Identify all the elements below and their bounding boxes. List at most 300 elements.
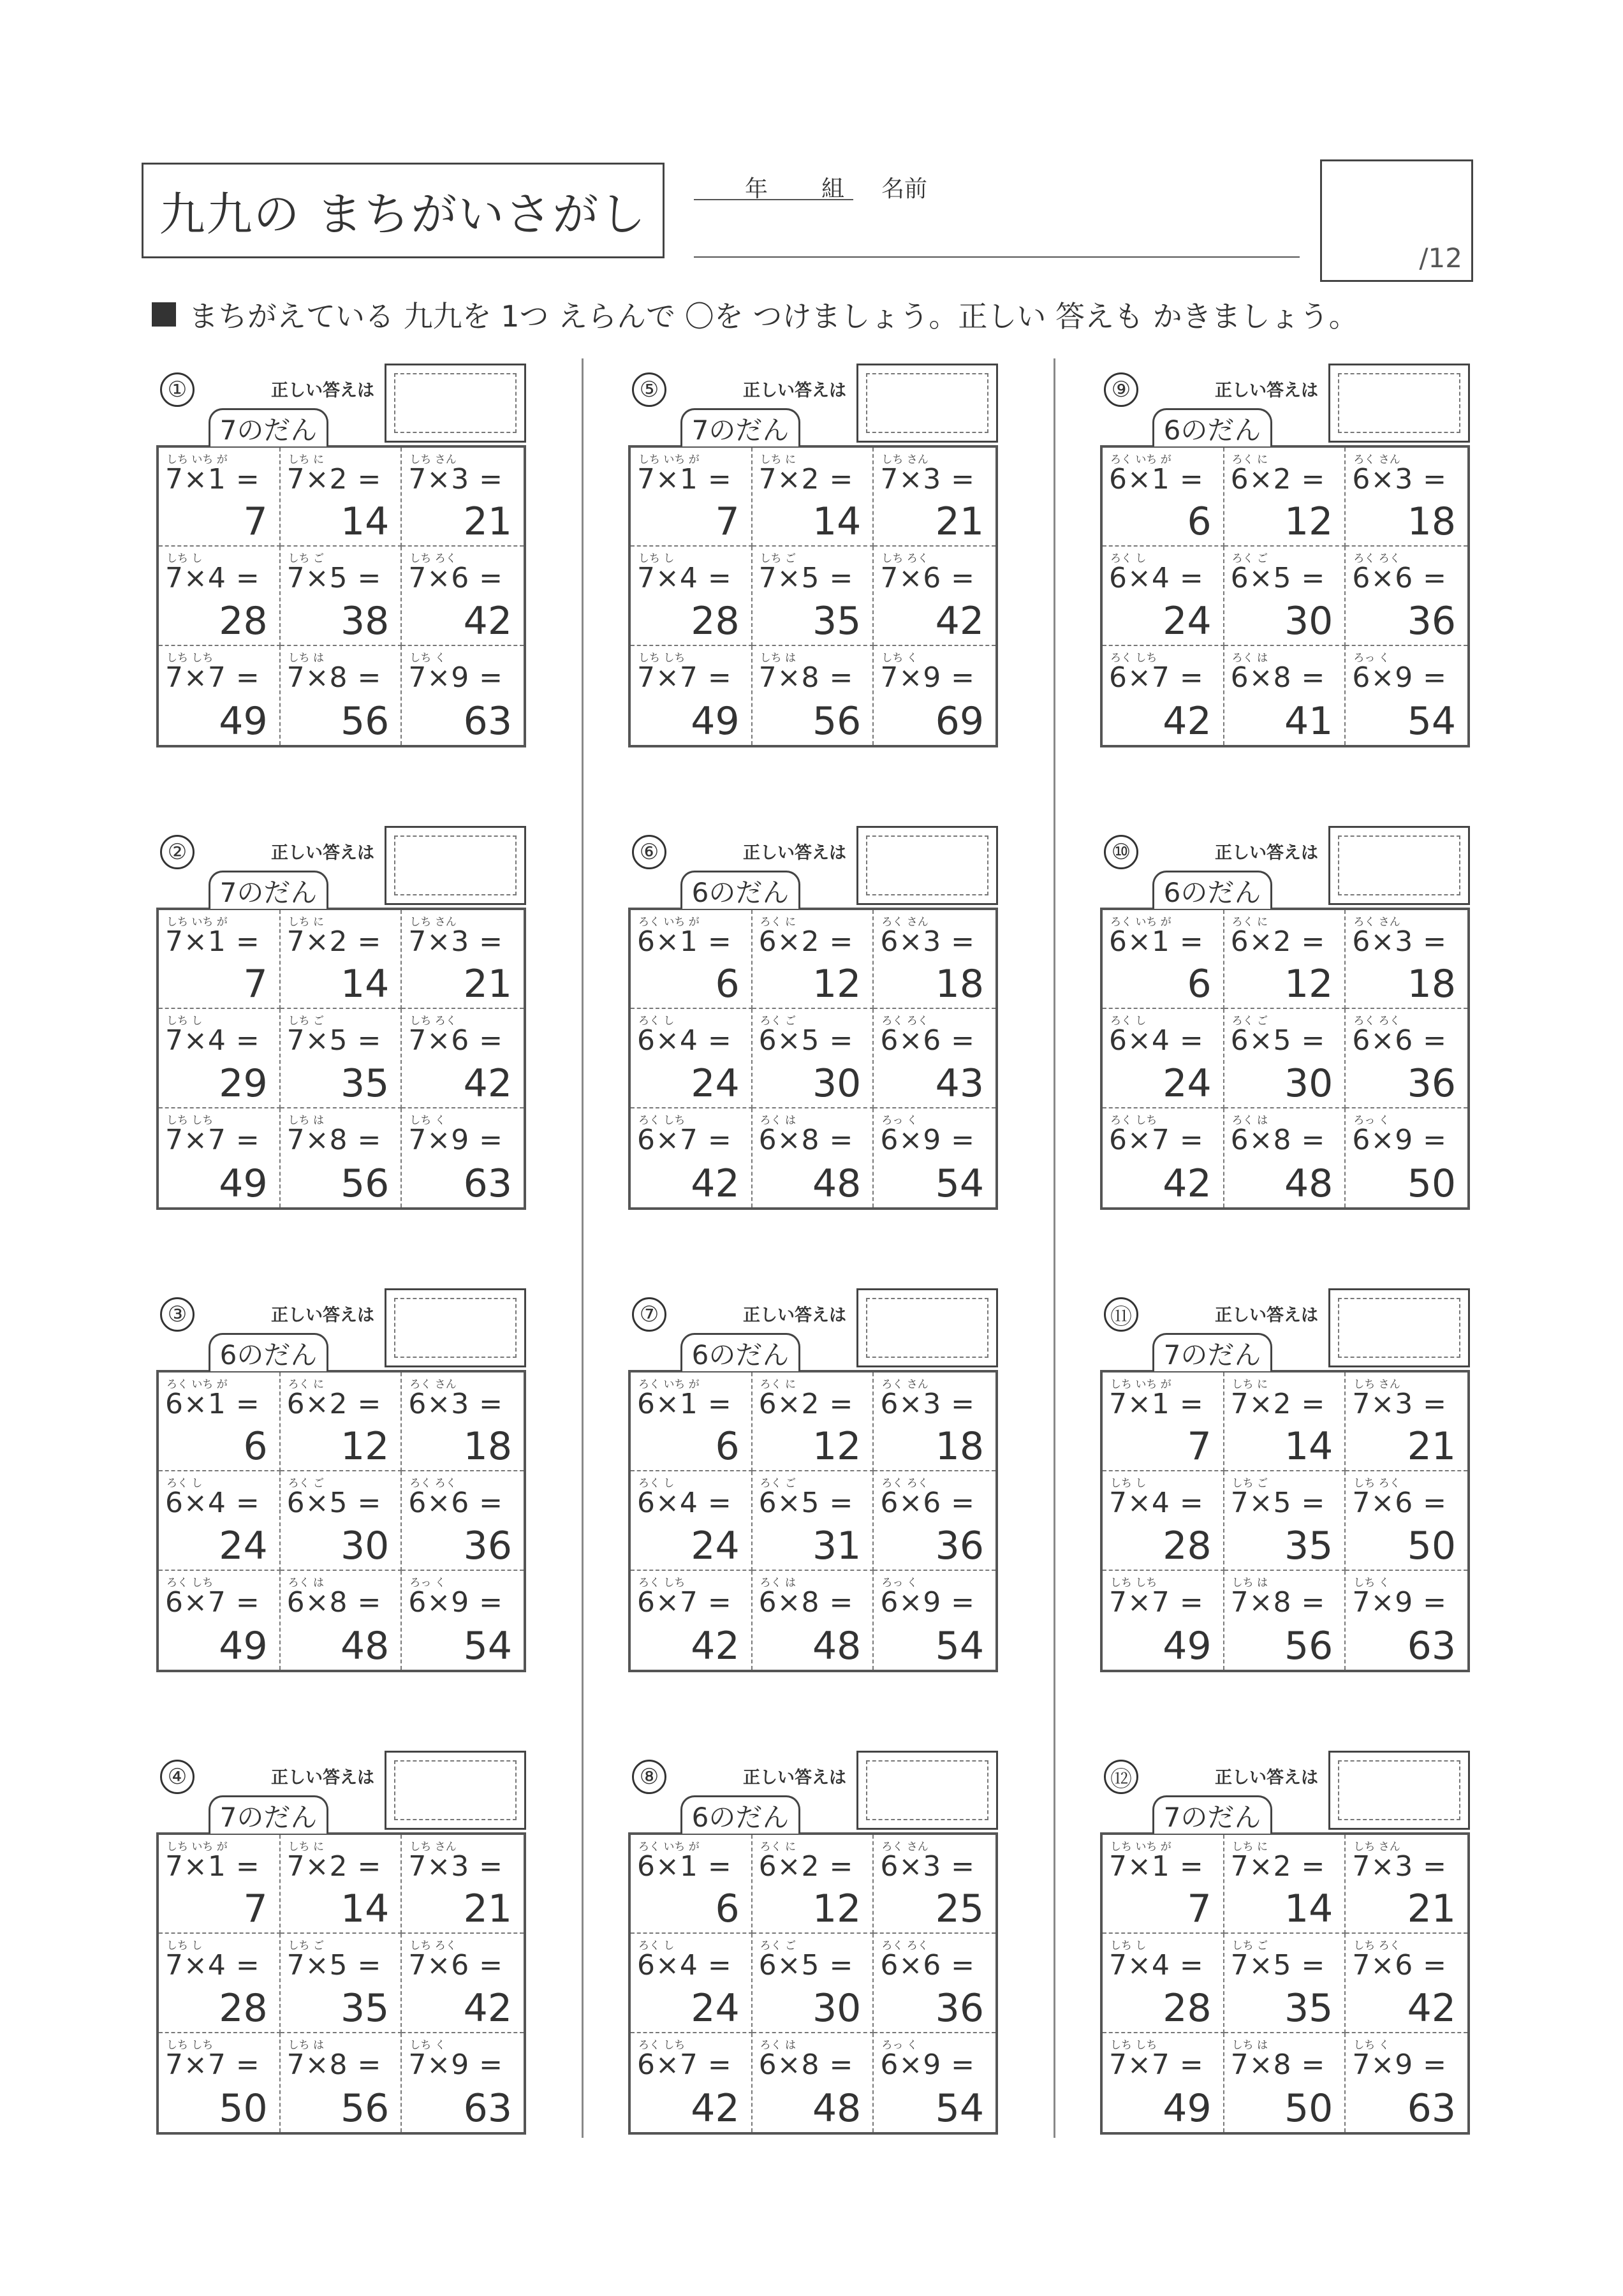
correct-answer-box[interactable] <box>1328 826 1470 905</box>
equation-answer: 50 <box>1284 2086 1333 2131</box>
equation-cell[interactable] <box>753 2033 874 2132</box>
correct-answer-box[interactable] <box>1328 1751 1470 1830</box>
answer-box-dashed-border <box>1338 1760 1460 1820</box>
equation-answer: 35 <box>340 1061 390 1106</box>
equation-cell[interactable] <box>753 1571 874 1670</box>
equation-cell[interactable] <box>874 448 995 547</box>
equation-cell[interactable] <box>1224 1009 1346 1108</box>
equation-cell[interactable] <box>1346 910 1467 1009</box>
furigana-reading: しち に <box>288 1841 325 1853</box>
equation-cell[interactable] <box>1103 1108 1224 1207</box>
equation: 6×7 = <box>1109 1123 1204 1156</box>
equation-answer: 49 <box>219 1623 268 1668</box>
equation: 7×2 = <box>286 1850 382 1883</box>
multiplication-grid <box>628 445 998 747</box>
furigana-reading: しち しち <box>166 651 214 665</box>
equation: 6×1 = <box>1109 925 1204 958</box>
problem-3 <box>156 1288 539 1684</box>
equation-cell[interactable] <box>281 2033 402 2132</box>
equation-answer: 49 <box>219 1161 268 1206</box>
dan-tab: 7のだん <box>209 871 328 909</box>
equation-cell[interactable] <box>874 2033 995 2132</box>
correct-answer-box[interactable] <box>856 1288 998 1367</box>
equation-cell[interactable] <box>1224 910 1346 1009</box>
equation: 6×4 = <box>1109 1024 1204 1057</box>
equation-cell[interactable] <box>753 1009 874 1108</box>
equation: 6×8 = <box>758 1586 854 1619</box>
furigana-reading: ろく ご <box>760 1015 797 1028</box>
equation: 6×4 = <box>165 1487 260 1520</box>
equation: 6×1 = <box>165 1388 260 1420</box>
equation-cell[interactable] <box>753 547 874 645</box>
equation-answer: 49 <box>219 698 268 744</box>
score-box[interactable] <box>1320 159 1473 282</box>
equation-cell[interactable] <box>631 1108 753 1207</box>
equation-cell[interactable] <box>159 1009 281 1108</box>
answer-box-dashed-border <box>866 1760 988 1820</box>
equation-answer: 54 <box>935 2086 984 2131</box>
multiplication-grid <box>156 445 526 747</box>
furigana-reading: しち ろく <box>409 552 457 566</box>
equation: 7×6 = <box>1352 1487 1448 1520</box>
equation-cell[interactable] <box>159 2033 281 2132</box>
furigana-reading: ろく に <box>760 1378 797 1391</box>
equation-cell[interactable] <box>281 1934 402 2033</box>
equation-cell[interactable] <box>281 1571 402 1670</box>
equation-answer: 41 <box>1284 698 1333 744</box>
equation-cell[interactable] <box>402 1835 524 1934</box>
equation-cell[interactable] <box>1103 1372 1224 1471</box>
furigana-reading: しち に <box>760 453 797 466</box>
equation-cell[interactable] <box>1224 2033 1346 2132</box>
equation-cell[interactable] <box>402 646 524 745</box>
equation-cell[interactable] <box>753 646 874 745</box>
furigana-reading: しち に <box>1231 1841 1268 1853</box>
equation-answer: 24 <box>1163 598 1212 644</box>
equation-cell[interactable] <box>402 1471 524 1570</box>
furigana-reading: しち ろく <box>1353 1477 1400 1490</box>
dan-tab: 6のだん <box>1152 871 1272 909</box>
equation-cell[interactable] <box>1346 646 1467 745</box>
equation-answer: 28 <box>1163 1523 1212 1568</box>
equation-cell[interactable] <box>874 1571 995 1670</box>
equation-cell[interactable] <box>1103 1009 1224 1108</box>
instruction-text: まちがえている 九九を 1つ えらんで 〇を つけましょう。正しい 答えも かきましょう。 <box>189 299 1358 334</box>
equation: 7×8 = <box>286 1123 382 1156</box>
correct-answer-box[interactable] <box>385 364 526 443</box>
equation: 7×2 = <box>286 925 382 958</box>
equation: 6×2 = <box>758 925 854 958</box>
square-bullet-icon <box>152 302 176 327</box>
equation-cell[interactable] <box>1224 1571 1346 1670</box>
equation: 7×7 = <box>165 661 260 694</box>
equation: 6×1 = <box>637 1850 732 1883</box>
equation-cell[interactable] <box>1346 1471 1467 1570</box>
equation-cell[interactable] <box>1224 1372 1346 1471</box>
furigana-reading: しち に <box>1231 1378 1268 1391</box>
equation-answer: 42 <box>691 1623 740 1668</box>
equation-cell[interactable] <box>1346 1108 1467 1207</box>
equation-answer: 6 <box>243 1424 268 1469</box>
equation-cell[interactable] <box>631 1009 753 1108</box>
equation: 7×9 = <box>408 661 504 694</box>
furigana-reading: しち ろく <box>409 1015 457 1028</box>
problem-number: ⑥ <box>632 835 666 869</box>
equation: 7×6 = <box>880 562 976 595</box>
correct-answer-box[interactable] <box>1328 1288 1470 1367</box>
equation-cell[interactable] <box>1103 1471 1224 1570</box>
equation-cell[interactable] <box>1346 2033 1467 2132</box>
equation-cell[interactable] <box>753 1108 874 1207</box>
answer-box-dashed-border <box>394 835 517 895</box>
dan-tab: 7のだん <box>680 408 800 446</box>
furigana-reading: ろく いち が <box>1110 453 1171 466</box>
equation-answer: 56 <box>812 698 862 744</box>
equation-answer: 42 <box>463 1985 512 2031</box>
correct-answer-box[interactable] <box>1328 364 1470 443</box>
equation-cell[interactable] <box>1103 547 1224 645</box>
equation: 6×5 = <box>1230 1024 1326 1057</box>
equation-answer: 54 <box>935 1623 984 1668</box>
name-field-line[interactable] <box>694 256 1300 258</box>
equation-cell[interactable] <box>631 1571 753 1670</box>
equation-answer: 6 <box>715 1424 740 1469</box>
equation: 7×5 = <box>286 1024 382 1057</box>
furigana-reading: しち し <box>166 552 203 566</box>
equation-answer: 21 <box>463 962 512 1007</box>
equation-answer: 48 <box>1284 1161 1333 1206</box>
equation-cell[interactable] <box>281 448 402 547</box>
equation-cell[interactable] <box>631 448 753 547</box>
furigana-reading: ろく し <box>638 1015 675 1028</box>
correct-answer-box[interactable] <box>856 1751 998 1830</box>
equation-answer: 36 <box>935 1985 984 2031</box>
equation-answer: 36 <box>1407 598 1456 644</box>
equation-cell[interactable] <box>159 448 281 547</box>
equation-cell[interactable] <box>631 646 753 745</box>
multiplication-grid <box>628 1832 998 2135</box>
correct-answer-box[interactable] <box>856 826 998 905</box>
equation: 7×1 = <box>165 1850 260 1883</box>
furigana-reading: ろく しち <box>1110 651 1157 665</box>
equation-cell[interactable] <box>1224 1934 1346 2033</box>
problem-9 <box>1100 364 1483 759</box>
equation: 7×9 = <box>408 2048 504 2081</box>
equation-cell[interactable] <box>402 1009 524 1108</box>
equation-cell[interactable] <box>159 1372 281 1471</box>
furigana-reading: しち し <box>166 1939 203 1953</box>
furigana-reading: しち ご <box>288 1939 325 1953</box>
equation-answer: 18 <box>935 1424 984 1469</box>
furigana-reading: ろく は <box>288 1576 325 1589</box>
furigana-reading: ろく いち が <box>166 1378 228 1391</box>
equation-cell[interactable] <box>753 1835 874 1934</box>
equation-cell[interactable] <box>753 448 874 547</box>
instruction <box>152 293 1358 335</box>
furigana-reading: しち しち <box>166 2038 214 2052</box>
equation-answer: 29 <box>219 1061 268 1106</box>
equation-cell[interactable] <box>1346 1009 1467 1108</box>
furigana-reading: しち く <box>881 651 918 665</box>
equation: 7×3 = <box>408 463 504 496</box>
equation-cell[interactable] <box>402 910 524 1009</box>
equation: 7×3 = <box>408 1850 504 1883</box>
dan-tab: 6のだん <box>680 1333 800 1371</box>
correct-answer-box[interactable] <box>856 364 998 443</box>
equation-answer: 36 <box>1407 1061 1456 1106</box>
equation-cell[interactable] <box>631 910 753 1009</box>
equation-answer: 14 <box>1284 1887 1333 1932</box>
equation-answer: 48 <box>812 1623 862 1668</box>
correct-answer-box[interactable] <box>385 1288 526 1367</box>
furigana-reading: しち ろく <box>409 1939 457 1953</box>
equation-answer: 42 <box>1407 1985 1456 2031</box>
furigana-reading: ろく に <box>288 1378 325 1391</box>
multiplication-grid <box>1100 1832 1470 2135</box>
equation-answer: 30 <box>812 1061 862 1106</box>
multiplication-grid <box>628 908 998 1210</box>
furigana-reading: ろっ く <box>1353 651 1390 665</box>
equation-cell[interactable] <box>159 1934 281 2033</box>
equation-cell[interactable] <box>874 1471 995 1570</box>
equation-cell[interactable] <box>753 1471 874 1570</box>
equation: 7×4 = <box>165 1024 260 1057</box>
equation-cell[interactable] <box>1224 1835 1346 1934</box>
equation: 7×1 = <box>165 463 260 496</box>
problem-number: ⑧ <box>632 1760 666 1794</box>
equation-answer: 21 <box>935 499 984 545</box>
equation-answer: 48 <box>340 1623 390 1668</box>
equation: 6×4 = <box>1109 562 1204 595</box>
furigana-reading: ろく さん <box>409 1378 457 1391</box>
problem-number: ④ <box>160 1760 195 1794</box>
furigana-reading: しち ろく <box>881 552 929 566</box>
furigana-reading: ろく は <box>1231 651 1268 665</box>
equation-answer: 7 <box>1187 1887 1212 1932</box>
furigana-reading: ろく いち が <box>1110 916 1171 929</box>
answer-box-dashed-border <box>866 373 988 433</box>
furigana-reading: ろく に <box>760 1841 797 1853</box>
furigana-reading: しち は <box>288 651 325 665</box>
equation: 7×9 = <box>880 661 976 694</box>
equation-cell[interactable] <box>1224 646 1346 745</box>
equation-cell[interactable] <box>874 1934 995 2033</box>
furigana-reading: しち し <box>166 1015 203 1028</box>
equation-answer: 12 <box>812 962 862 1007</box>
equation: 7×6 = <box>408 1949 504 1982</box>
equation-cell[interactable] <box>753 1934 874 2033</box>
grade-class-line <box>694 199 853 200</box>
equation-cell[interactable] <box>281 1835 402 1934</box>
equation-cell[interactable] <box>1224 547 1346 645</box>
equation: 7×5 = <box>758 562 854 595</box>
equation-cell[interactable] <box>1103 1571 1224 1670</box>
problem-number: ⑪ <box>1104 1297 1138 1332</box>
equation-cell[interactable] <box>402 1108 524 1207</box>
equation-cell[interactable] <box>874 1108 995 1207</box>
equation: 7×6 = <box>408 1024 504 1057</box>
equation-cell[interactable] <box>631 1471 753 1570</box>
equation-cell[interactable] <box>631 2033 753 2132</box>
equation: 7×5 = <box>1230 1949 1326 1982</box>
equation-cell[interactable] <box>402 1372 524 1471</box>
equation-cell[interactable] <box>1103 910 1224 1009</box>
equation-cell[interactable] <box>159 1108 281 1207</box>
equation-cell[interactable] <box>874 910 995 1009</box>
equation-cell[interactable] <box>1103 2033 1224 2132</box>
equation-cell[interactable] <box>402 547 524 645</box>
furigana-reading: ろく ろく <box>409 1477 457 1490</box>
equation-answer: 42 <box>1163 698 1212 744</box>
answer-box-dashed-border <box>1338 373 1460 433</box>
equation-cell[interactable] <box>281 1009 402 1108</box>
multiplication-grid <box>156 908 526 1210</box>
equation-cell[interactable] <box>281 910 402 1009</box>
correct-answer-box[interactable] <box>385 826 526 905</box>
equation: 6×8 = <box>758 1123 854 1156</box>
dan-tab: 7のだん <box>209 1795 328 1834</box>
equation-answer: 38 <box>340 598 390 644</box>
problem-5 <box>628 364 1011 759</box>
equation-cell[interactable] <box>1346 1835 1467 1934</box>
equation-cell[interactable] <box>874 1372 995 1471</box>
furigana-reading: しち は <box>1231 2038 1268 2052</box>
equation-cell[interactable] <box>874 646 995 745</box>
equation-cell[interactable] <box>631 1934 753 2033</box>
equation-cell[interactable] <box>753 910 874 1009</box>
multiplication-grid <box>156 1370 526 1672</box>
equation-answer: 30 <box>1284 1061 1333 1106</box>
equation-cell[interactable] <box>402 2033 524 2132</box>
equation-cell[interactable] <box>874 547 995 645</box>
equation: 7×6 = <box>408 562 504 595</box>
equation-cell[interactable] <box>402 448 524 547</box>
equation-answer: 21 <box>1407 1887 1456 1932</box>
equation-cell[interactable] <box>1103 646 1224 745</box>
problem-2 <box>156 826 539 1221</box>
correct-answer-label: 正しい答えは <box>1215 1768 1318 1788</box>
furigana-reading: ろく ろく <box>1353 552 1400 566</box>
furigana-reading: しち は <box>288 1114 325 1127</box>
equation: 6×3 = <box>408 1388 504 1420</box>
equation-cell[interactable] <box>281 1372 402 1471</box>
furigana-reading: しち いち が <box>1110 1841 1171 1853</box>
equation-cell[interactable] <box>159 646 281 745</box>
furigana-reading: しち ご <box>760 552 797 566</box>
equation-cell[interactable] <box>753 1372 874 1471</box>
equation: 7×7 = <box>165 2048 260 2081</box>
equation-cell[interactable] <box>1224 1108 1346 1207</box>
equation-cell[interactable] <box>402 1571 524 1670</box>
equation: 7×4 = <box>165 1949 260 1982</box>
equation-cell[interactable] <box>631 1835 753 1934</box>
score-total: /12 <box>1419 242 1462 274</box>
equation: 6×6 = <box>1352 562 1448 595</box>
problem-number: ③ <box>160 1297 195 1332</box>
furigana-reading: ろく し <box>166 1477 203 1490</box>
dan-tab: 6のだん <box>209 1333 328 1371</box>
equation-answer: 14 <box>340 499 390 545</box>
equation-answer: 42 <box>463 598 512 644</box>
dan-tab: 6のだん <box>680 1795 800 1834</box>
equation-answer: 14 <box>340 962 390 1007</box>
equation-answer: 24 <box>1163 1061 1212 1106</box>
grade-label: 年 <box>745 176 768 202</box>
equation-answer: 12 <box>812 1887 862 1932</box>
equation-cell[interactable] <box>159 1571 281 1670</box>
equation-cell[interactable] <box>1346 1372 1467 1471</box>
equation-cell[interactable] <box>159 910 281 1009</box>
equation-answer: 31 <box>812 1523 862 1568</box>
equation: 6×3 = <box>880 1850 976 1883</box>
equation-cell[interactable] <box>1224 448 1346 547</box>
problem-number: ⑨ <box>1104 372 1138 407</box>
equation-answer: 30 <box>1284 598 1333 644</box>
equation: 6×5 = <box>758 1487 854 1520</box>
equation-cell[interactable] <box>1346 547 1467 645</box>
equation-cell[interactable] <box>1346 1571 1467 1670</box>
equation-cell[interactable] <box>1103 448 1224 547</box>
furigana-reading: しち さん <box>1353 1378 1400 1391</box>
correct-answer-box[interactable] <box>385 1751 526 1830</box>
correct-answer-label: 正しい答えは <box>1215 381 1318 401</box>
furigana-reading: しち ご <box>1231 1939 1268 1953</box>
equation: 6×8 = <box>286 1586 382 1619</box>
furigana-reading: ろく は <box>760 1576 797 1589</box>
furigana-reading: しち さん <box>409 453 457 466</box>
equation-cell[interactable] <box>159 1471 281 1570</box>
equation: 6×3 = <box>880 925 976 958</box>
equation-answer: 28 <box>691 598 740 644</box>
equation-answer: 42 <box>1163 1161 1212 1206</box>
equation-answer: 56 <box>340 1161 390 1206</box>
equation-answer: 24 <box>691 1985 740 2031</box>
furigana-reading: しち いち が <box>166 1841 228 1853</box>
equation-cell[interactable] <box>1346 448 1467 547</box>
equation-cell[interactable] <box>1103 1835 1224 1934</box>
equation-cell[interactable] <box>631 1372 753 1471</box>
furigana-reading: ろっ く <box>881 1114 918 1127</box>
equation: 7×8 = <box>1230 2048 1326 2081</box>
equation: 6×8 = <box>758 2048 854 2081</box>
furigana-reading: しち いち が <box>1110 1378 1171 1391</box>
equation: 6×3 = <box>1352 463 1448 496</box>
correct-answer-label: 正しい答えは <box>271 1306 374 1325</box>
equation-cell[interactable] <box>281 547 402 645</box>
equation-cell[interactable] <box>631 547 753 645</box>
equation-cell[interactable] <box>159 547 281 645</box>
problem-number: ⑩ <box>1104 835 1138 869</box>
furigana-reading: しち し <box>638 552 675 566</box>
furigana-reading: ろく は <box>1231 1114 1268 1127</box>
problem-6 <box>628 826 1011 1221</box>
equation-cell[interactable] <box>281 1108 402 1207</box>
equation-cell[interactable] <box>281 646 402 745</box>
furigana-reading: しち く <box>409 2038 446 2052</box>
equation-cell[interactable] <box>1103 1934 1224 2033</box>
class-label: 組 <box>821 176 845 202</box>
equation-cell[interactable] <box>1224 1471 1346 1570</box>
equation-cell[interactable] <box>874 1009 995 1108</box>
equation-cell[interactable] <box>402 1934 524 2033</box>
equation-cell[interactable] <box>1346 1934 1467 2033</box>
equation-cell[interactable] <box>281 1471 402 1570</box>
equation-cell[interactable] <box>159 1835 281 1934</box>
furigana-reading: しち しち <box>166 1114 214 1127</box>
equation-cell[interactable] <box>874 1835 995 1934</box>
furigana-reading: ろっ く <box>881 2038 918 2052</box>
problem-number: ① <box>160 372 195 407</box>
